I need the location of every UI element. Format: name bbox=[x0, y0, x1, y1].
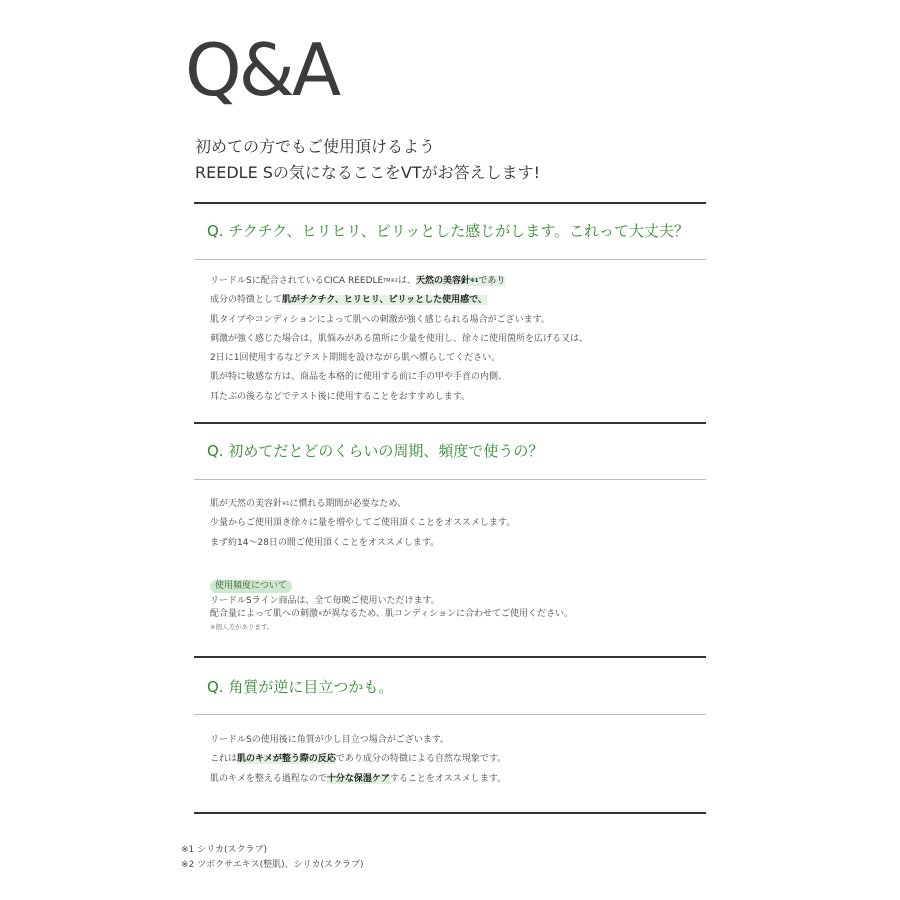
answer-text: は、 bbox=[397, 276, 416, 286]
intro-line-1: 初めての方でもご使用頂けるよう bbox=[195, 137, 436, 156]
highlight-text bbox=[416, 276, 505, 286]
question-divider bbox=[194, 714, 706, 715]
answer-line bbox=[210, 495, 515, 514]
footnote-mark: ※ bbox=[318, 611, 323, 617]
usage-frequency-box bbox=[210, 580, 573, 634]
question-3: Q. 角質が逆に目立つかも。 bbox=[207, 678, 394, 696]
answer-text: であり成分の特徴による自然な現象です。 bbox=[335, 754, 507, 765]
answer-line: リードルSの使用後に角質が少し目立つ場合がございます。 bbox=[210, 735, 449, 745]
answer-text: 配合量によって肌への刺激 bbox=[210, 609, 319, 619]
question-2: Q. 初めてだとどのくらいの周期、頻度で使うの？ bbox=[207, 442, 544, 460]
footnote-2: ※2 ツボクサエキス(整肌)、シリカ(スクラブ) bbox=[181, 860, 364, 870]
footnote-mark: ※1 bbox=[470, 278, 479, 284]
individual-difference-note: ※個人差があります。 bbox=[210, 623, 274, 631]
answer-text: リードルSに配合されているCICA REEDLE bbox=[210, 276, 384, 286]
usage-frequency-tag: 使用頻度について bbox=[210, 580, 292, 593]
highlight-term: 天然の美容針 bbox=[415, 276, 470, 286]
section-divider bbox=[194, 422, 706, 424]
answer-line: リードルSライン商品は、全て毎晩ご使用いただけます。 bbox=[210, 596, 440, 606]
intro-line-2: REEDLE Sの気になるここをVTがお答えします! bbox=[195, 163, 541, 182]
answer-line bbox=[210, 750, 506, 769]
answer-line: 2日に1回使用するなどテスト期間を設けながら肌へ慣らしてください。 bbox=[210, 353, 501, 364]
answer-line: 耳たぶの後ろなどでテスト後に使用することをおすすめします。 bbox=[210, 391, 471, 402]
answer-line bbox=[210, 608, 573, 621]
answer-text: が異なるため、肌コンディションに合わせてご使用ください。 bbox=[322, 609, 573, 619]
footnotes bbox=[181, 843, 364, 873]
highlight-text: 肌のキメが整う際の反応 bbox=[237, 754, 336, 765]
question-divider bbox=[194, 259, 706, 260]
answer-line bbox=[210, 272, 588, 291]
section-divider bbox=[194, 202, 706, 204]
answer-1 bbox=[210, 272, 588, 407]
highlight-text: 十分な保湿ケア bbox=[326, 773, 390, 784]
answer-line: 肌が特に敏感な方は、商品を本格的に使用する前に手の甲や手首の内側、 bbox=[210, 372, 508, 383]
answer-line: 肌タイプやコンディションによって肌への刺激が強く感じられる場合がございます。 bbox=[210, 314, 550, 325]
answer-line bbox=[210, 770, 506, 789]
answer-line bbox=[210, 291, 588, 310]
section-divider bbox=[194, 656, 706, 658]
question-1: Q. チクチク、ヒリヒリ、ピリッとした感じがします。これって大丈夫？ bbox=[207, 222, 689, 240]
answer-text: であり bbox=[478, 276, 506, 286]
answer-text: することをオススメします。 bbox=[389, 773, 507, 784]
page-title: Q&A bbox=[185, 28, 339, 112]
highlight-text: 肌がチクチク、ヒリヒリ、ピリッとした使用感で、 bbox=[282, 295, 487, 306]
section-divider bbox=[194, 812, 706, 814]
footnote-1: ※1 シリカ(スクラブ) bbox=[181, 845, 268, 855]
answer-text: 肌が天然の美容針 bbox=[210, 499, 283, 509]
footnote-mark: ※1 bbox=[282, 501, 290, 507]
answer-line: まず約14～28日の間ご使用頂くことをオススメします。 bbox=[210, 537, 440, 548]
intro-text bbox=[195, 134, 540, 186]
answer-line bbox=[210, 580, 573, 593]
answer-line: 刺激が強く感じた場合は、肌悩みがある箇所に少量を使用し、徐々に使用箇所を広げる又は、 bbox=[210, 333, 589, 344]
answer-2 bbox=[210, 495, 515, 553]
footnote-mark: TM※2 bbox=[383, 278, 398, 284]
question-divider bbox=[194, 479, 706, 480]
answer-line: 少量からご使用頂き徐々に量を増やしてご使用頂くことをオススメします。 bbox=[210, 518, 516, 529]
answer-text: に慣れる期間が必要なため、 bbox=[289, 499, 407, 509]
answer-text: 肌のキメを整える過程なので bbox=[210, 773, 327, 784]
answer-3 bbox=[210, 731, 506, 789]
answer-text: 成分の特徴として bbox=[210, 295, 283, 306]
answer-text: これは bbox=[210, 754, 238, 765]
